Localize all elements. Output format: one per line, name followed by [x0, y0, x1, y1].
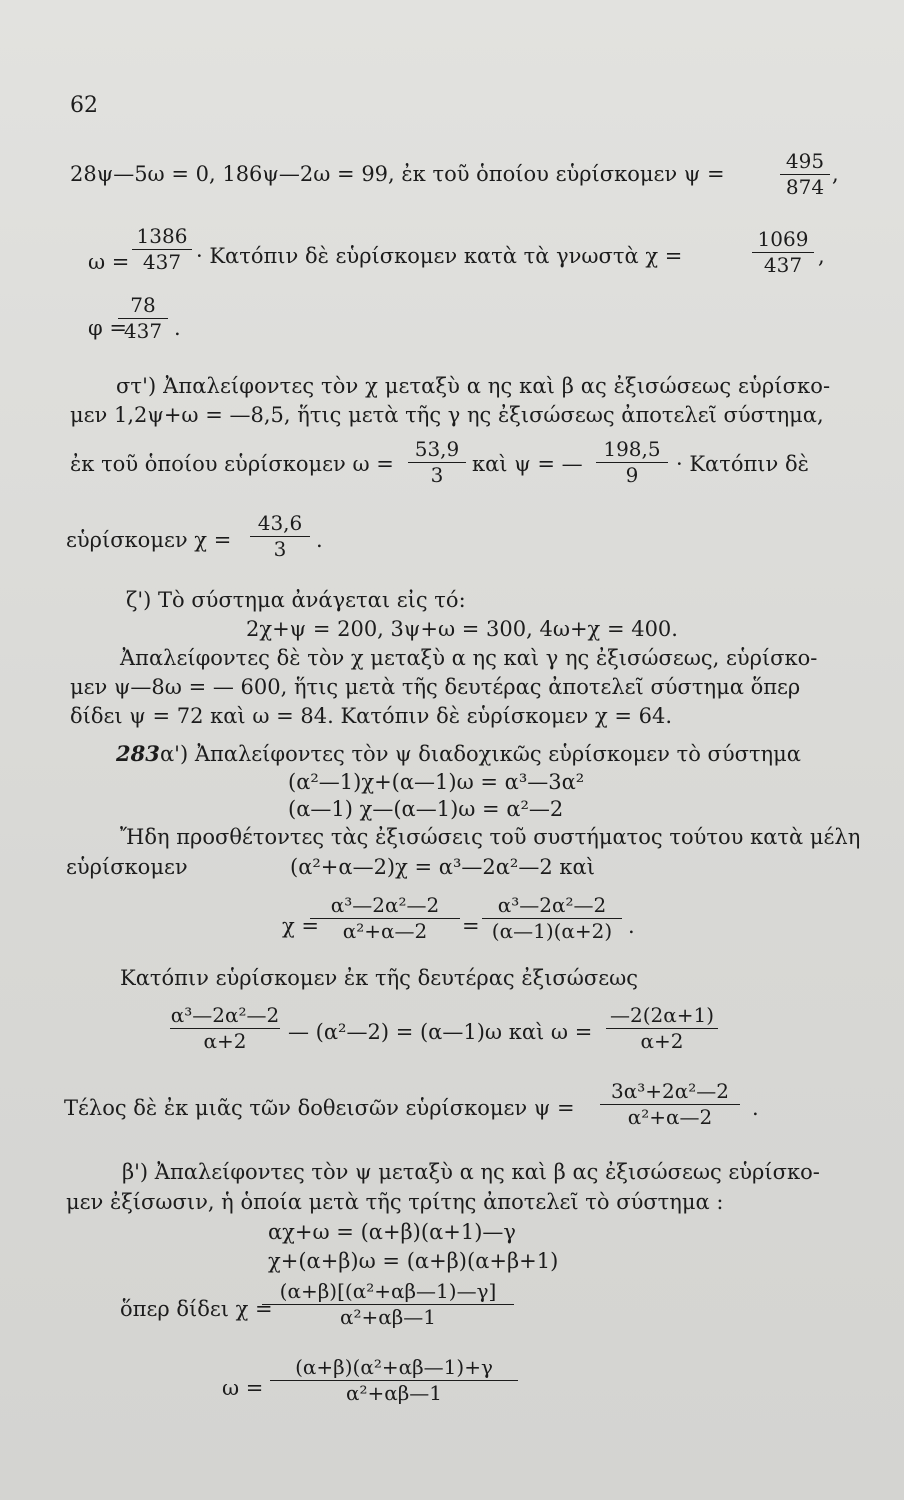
paragraph-z-line-1: ζ') Τὸ σύστημα ἀνάγεται εἰς τό:: [126, 588, 466, 612]
omega-label: ω =: [88, 250, 130, 274]
fraction-numerator: 198,5: [603, 437, 661, 461]
fraction-numerator: 1069: [757, 227, 809, 251]
paragraph-tel: Τέλος δὲ ἐκ μιᾶς τῶν δοθεισῶν εὑρίσκομεν ψ =: [64, 1096, 575, 1120]
paragraph-283-line-3: εὑρίσκομεν: [66, 855, 188, 879]
fraction-denominator: α²+αβ—1: [339, 1305, 437, 1329]
punctuation: .: [628, 914, 635, 938]
equation-w: — (α²—2) = (α—1)ω καὶ ω =: [288, 1020, 593, 1044]
fraction-denominator: 3: [273, 537, 287, 561]
equation-line-1: 28ψ—5ω = 0, 186ψ—2ω = 99, ἐκ τοῦ ὁποίου εὑρίσκομεν ψ =: [70, 162, 725, 186]
equation-b-2: χ+(α+β)ω = (α+β)(α+β+1): [268, 1249, 559, 1273]
paragraph-kat: Κατόπιν εὑρίσκομεν ἐκ τῆς δευτέρας ἐξισώσεως: [120, 966, 638, 990]
fraction-denominator: α+2: [640, 1029, 684, 1053]
fraction-numerator: 1386: [136, 224, 188, 248]
text-line: καὶ ψ = —: [472, 452, 583, 476]
paragraph-z-line-5: δίδει ψ = 72 καὶ ω = 84. Κατόπιν δὲ εὑρίσκομεν χ = 64.: [70, 704, 673, 728]
fraction-omega-b: [270, 1356, 518, 1404]
fraction-denominator: α²+α—2: [342, 919, 428, 943]
equation-283-3: (α²+α—2)χ = α³—2α²—2 καὶ: [290, 855, 595, 879]
paragraph-b-line-2: μεν ἐξίσωσιν, ἡ ὁποία μετὰ τῆς τρίτης ἀποτελεῖ τὸ σύστημα :: [66, 1190, 724, 1214]
fraction-psi: [780, 150, 830, 198]
fraction-chi: [752, 228, 814, 276]
fraction-numerator: 78: [130, 293, 156, 317]
fraction-denominator: (α—1)(α+2): [491, 919, 613, 943]
fraction-denominator: α²+αβ—1: [345, 1381, 443, 1405]
fraction-numerator: (α+β)(α²+αβ—1)+γ: [295, 1355, 493, 1379]
fraction-denominator: α²+α—2: [627, 1105, 713, 1129]
chi-label: χ =: [282, 914, 319, 938]
fraction-numerator: 3α³+2α²—2: [611, 1079, 729, 1103]
paragraph-st-line-2: μεν 1,2ψ+ω = —8,5, ἥτις μετὰ τῆς γ ης ἐξισώσεως ἀποτελεῖ σύστημα,: [70, 403, 824, 427]
fraction-denominator: 9: [625, 463, 639, 487]
equation-system-z: 2χ+ψ = 200, 3ψ+ω = 300, 4ω+χ = 400.: [246, 617, 678, 641]
paragraph-283-line-2: Ἤδη προσθέτοντες τὰς ἐξισώσεις τοῦ συστήματος τούτου κατὰ μέλη: [120, 825, 861, 849]
punctuation: .: [752, 1096, 759, 1120]
fraction-psi-tel: [600, 1080, 740, 1128]
fraction-numerator: α³—2α²—2: [170, 1003, 280, 1027]
fraction-numerator: —2(2α+1): [609, 1003, 715, 1027]
phi-label: φ =: [88, 316, 127, 340]
fraction-numerator: 495: [785, 149, 825, 173]
paragraph-283-line-1: α') Ἀπαλείφοντες τὸν ψ διαδοχικῶς εὑρίσκομεν τὸ σύστημα: [160, 742, 801, 766]
fraction-denominator: α+2: [203, 1029, 247, 1053]
fraction-w-1: [170, 1004, 280, 1052]
page-number: 62: [70, 93, 98, 118]
fraction-omega: [132, 225, 192, 273]
omega-label-b: ω =: [222, 1376, 264, 1400]
text-line: · Κατόπιν δὲ: [676, 452, 809, 476]
punctuation: .: [174, 316, 181, 340]
fraction-chi-283-a: [310, 894, 460, 942]
fraction-chi-st: [250, 512, 310, 560]
paragraph-b-line-3: ὅπερ δίδει χ =: [120, 1297, 273, 1321]
fraction-omega-st: [408, 438, 466, 486]
fraction-phi: [118, 294, 168, 342]
punctuation: .: [316, 528, 323, 552]
fraction-numerator: (α+β)[(α²+αβ—1)—γ]: [279, 1279, 497, 1303]
fraction-chi-283-b: [482, 894, 622, 942]
fraction-denominator: 437: [763, 253, 803, 277]
fraction-numerator: 43,6: [257, 511, 303, 535]
equation-b-1: αχ+ω = (α+β)(α+1)—γ: [268, 1220, 516, 1244]
paragraph-st-line-3: ἐκ τοῦ ὁποίου εὑρίσκομεν ω =: [70, 452, 394, 476]
fraction-numerator: 53,9: [414, 437, 460, 461]
paragraph-st-line-4: εὑρίσκομεν χ =: [66, 528, 232, 552]
equation-283-2: (α—1) χ—(α—1)ω = α²—2: [288, 797, 564, 821]
equals-sign: =: [462, 914, 480, 938]
paragraph-b-line-1: β') Ἀπαλείφοντες τὸν ψ μεταξὺ α ης καὶ β ας ἐξισώσεως εὑρίσκο-: [122, 1160, 820, 1184]
fraction-chi-b: [262, 1280, 514, 1328]
exercise-number-283: 283: [116, 741, 160, 766]
paragraph-st-line-1: στ') Ἀπαλείφοντες τὸν χ μεταξὺ α ης καὶ β ας ἐξισώσεως εὑρίσκο-: [116, 374, 831, 398]
equation-283-1: (α²—1)χ+(α—1)ω = α³—3α²: [288, 770, 585, 794]
fraction-denominator: 3: [430, 463, 444, 487]
fraction-numerator: α³—2α²—2: [330, 893, 440, 917]
fraction-denominator: 437: [142, 250, 182, 274]
paragraph-z-line-4: μεν ψ—8ω = — 600, ἥτις μετὰ τῆς δευτέρας ἀποτελεῖ σύστημα ὅπερ: [70, 675, 801, 699]
paragraph-z-line-3: Ἀπαλείφοντες δὲ τὸν χ μεταξὺ α ης καὶ γ ης ἐξισώσεως, εὑρίσκο-: [120, 646, 818, 670]
fraction-psi-st: [596, 438, 668, 486]
punctuation: ,: [818, 244, 825, 268]
fraction-numerator: α³—2α²—2: [497, 893, 607, 917]
fraction-denominator: 437: [123, 319, 163, 343]
fraction-denominator: 874: [785, 175, 825, 199]
punctuation: ,: [832, 162, 839, 186]
text-line: · Κατόπιν δὲ εὑρίσκομεν κατὰ τὰ γνωστὰ χ =: [196, 244, 683, 268]
fraction-w-2: [606, 1004, 718, 1052]
